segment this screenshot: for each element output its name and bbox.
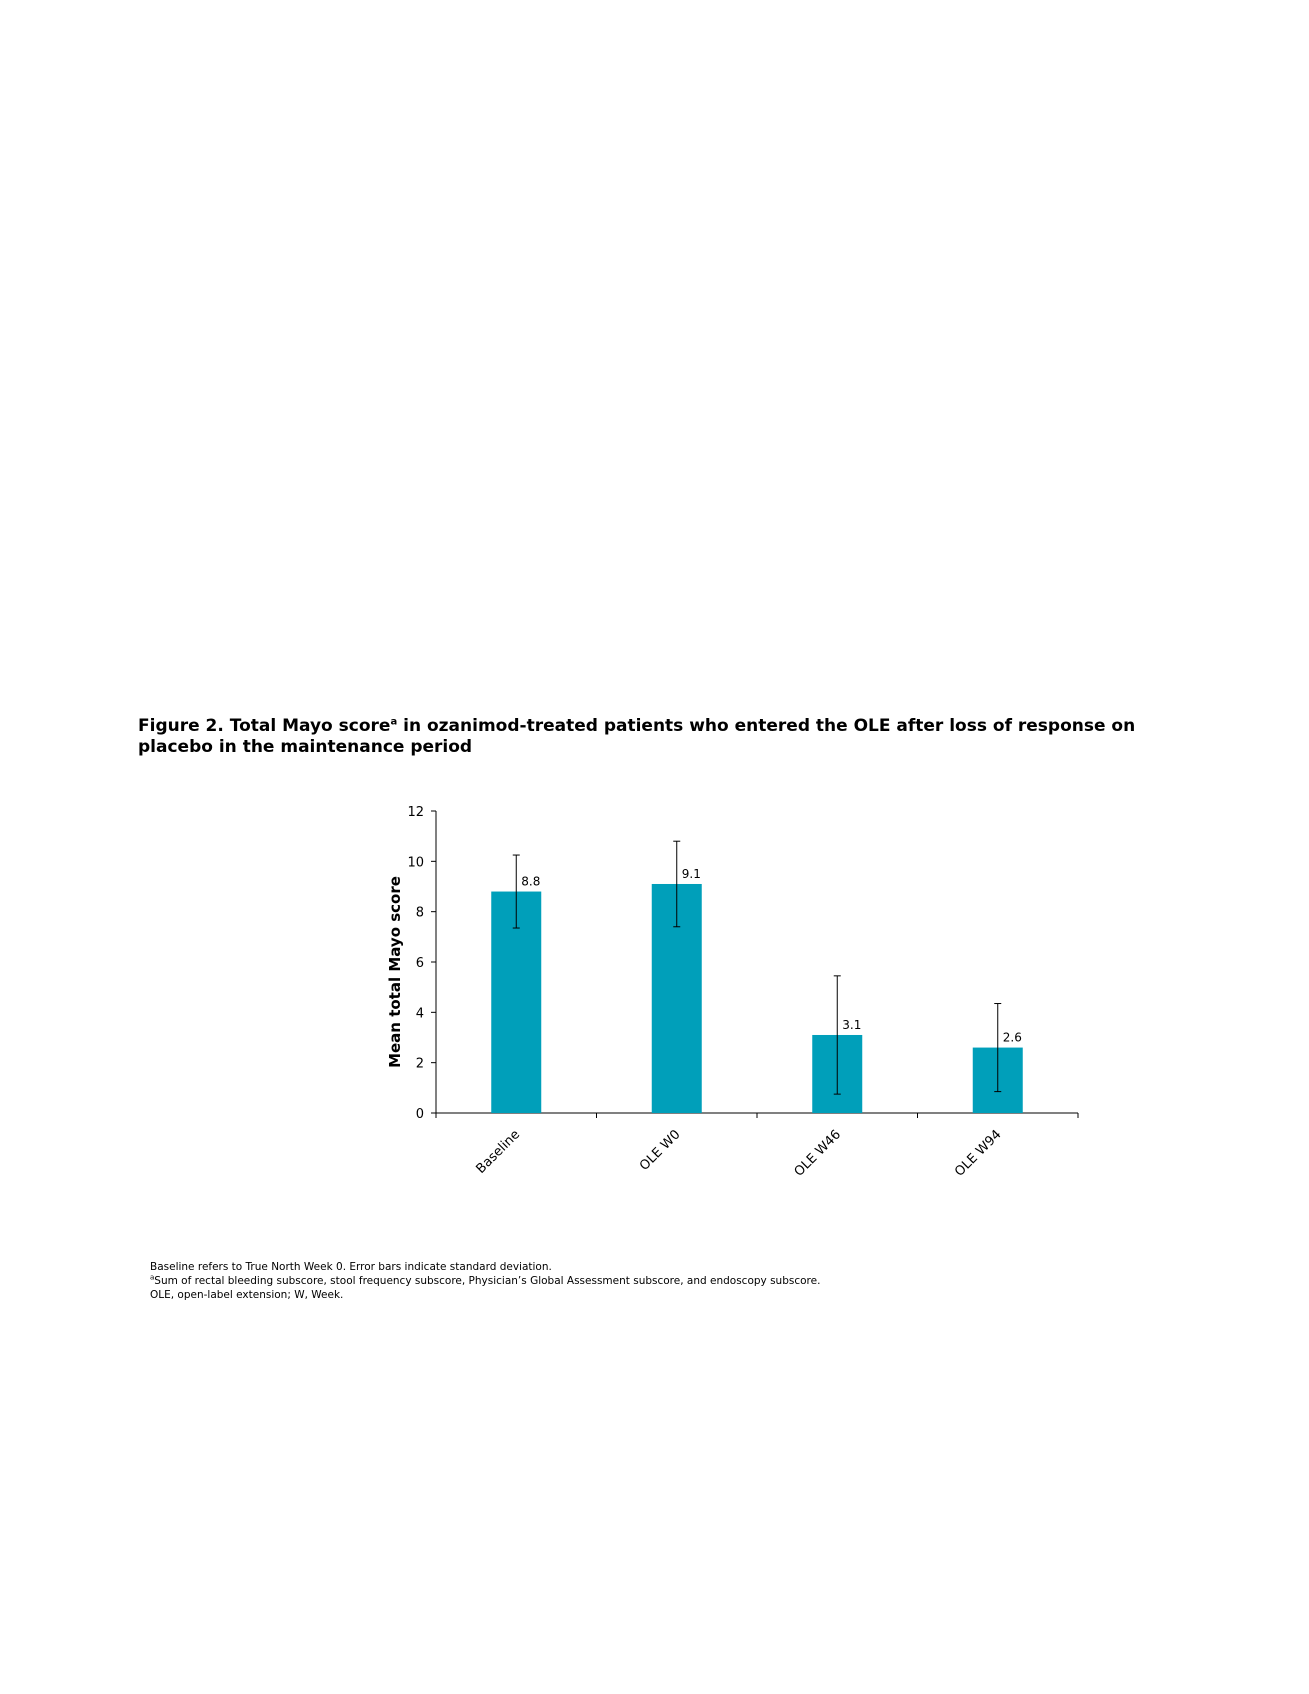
figure-title-main: Figure 2. Total Mayo score (138, 716, 391, 736)
data-label: 9.1 (681, 866, 701, 881)
y-tick-label: 12 (407, 805, 424, 820)
figure-title-superscript: a (390, 716, 398, 728)
data-label: 3.1 (842, 1017, 862, 1032)
y-tick-label: 6 (415, 956, 424, 971)
footnote-definition-text: Sum of rectal bleeding subscore, stool frequency subscore, Physician’s Global Assessment subscore, and endoscopy subscore. (154, 1275, 821, 1287)
footnote-definition (150, 1274, 1050, 1288)
y-tick-label: 0 (415, 1107, 424, 1122)
x-tick-label: OLE W46 (791, 1127, 845, 1180)
footnote-abbreviations: OLE, open-label extension; W, Week. (150, 1289, 344, 1301)
y-tick-label: 4 (415, 1006, 424, 1022)
footnotes (150, 1260, 1050, 1302)
footnote-baseline: Baseline refers to True North Week 0. Error bars indicate standard deviation. (150, 1261, 552, 1273)
figure-title-rest: in ozanimod-treated patients who entered the OLE after loss of response on placebo in the maintenance period (138, 716, 1136, 757)
y-tick-label: 8 (415, 905, 424, 921)
y-tick-label: 10 (407, 855, 424, 871)
x-tick-label: OLE W0 (636, 1127, 684, 1174)
x-tick-label: Baseline (473, 1127, 524, 1177)
data-label: 2.6 (1002, 1030, 1022, 1045)
y-axis-label: Mean total Mayo score (386, 876, 404, 1068)
chart-data-labels (521, 867, 1022, 1045)
y-tick-label: 2 (415, 1056, 424, 1072)
data-label: 8.8 (521, 874, 541, 889)
x-tick-label: OLE W94 (952, 1127, 1005, 1180)
chart-bars (491, 884, 1023, 1113)
chart-error-bars (513, 841, 1002, 1094)
footnote-superscript: a (150, 1273, 155, 1282)
